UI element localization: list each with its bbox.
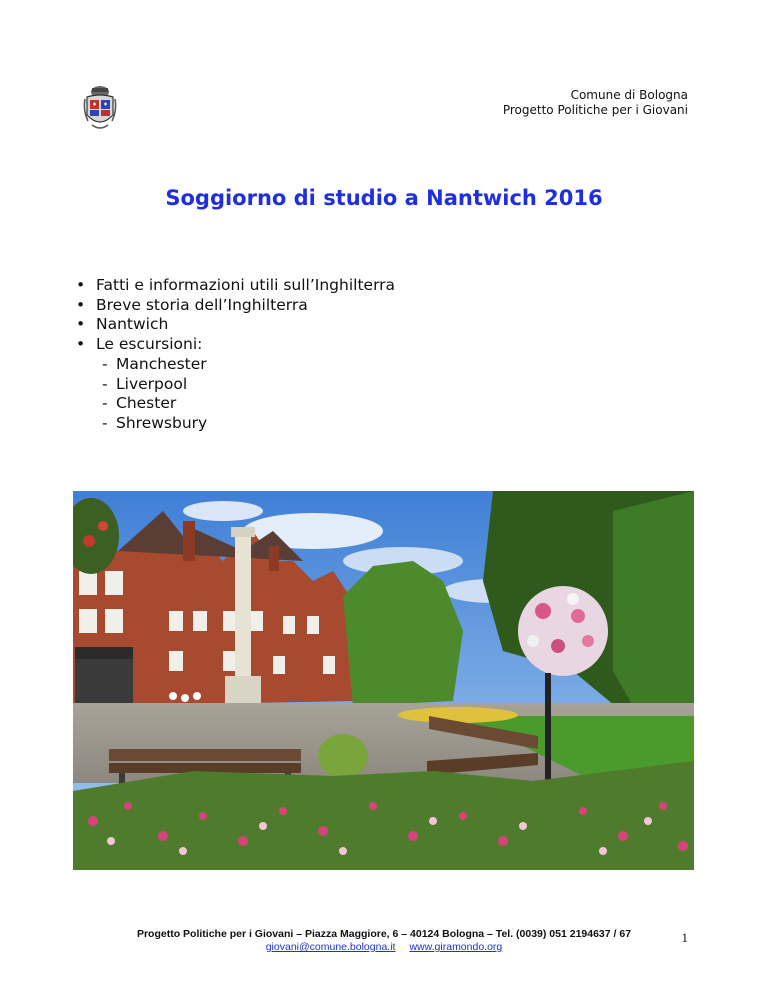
excursion-list [96, 355, 395, 434]
bullet-icon: • [76, 276, 86, 294]
list-item: • Fatti e informazioni utili sull’Inghilterra [76, 276, 396, 294]
city-crest-icon [82, 83, 118, 133]
footer-address: Progetto Politiche per i Giovani – Piazza Maggiore, 6 – 40124 Bologna – Tel. (0039) 051 2194637 / 67 [136, 928, 632, 940]
footer-email-link[interactable]: giovani@comune.bologna.it [265, 941, 396, 953]
page-title: Soggiorno di studio a Nantwich 2016 [165, 186, 603, 210]
page-footer [0, 928, 768, 954]
bullet-icon: • [76, 295, 86, 314]
excursion-item: - Shrewsbury [102, 413, 208, 432]
list-item: • Nantwich [76, 315, 169, 334]
excursion-item: - Manchester [102, 354, 207, 373]
page-number: 1 [681, 930, 688, 945]
bullet-icon: • [76, 315, 86, 334]
list-item: • Le escursioni: - Manchester - Liverpool - Chester - Shrewsbury [76, 335, 395, 434]
excursion-item: - Chester [102, 394, 177, 413]
excursion-item: - Liverpool [102, 374, 188, 393]
topic-list [76, 276, 395, 434]
organization-header [503, 88, 688, 118]
org-project: Progetto Politiche per i Giovani [502, 103, 688, 117]
nantwich-square-photo [73, 491, 694, 870]
footer-website-link[interactable]: www.giramondo.org [409, 941, 503, 953]
org-name: Comune di Bologna [570, 88, 688, 102]
bullet-icon: • [76, 335, 86, 354]
list-item: • Breve storia dell’Inghilterra [76, 295, 308, 314]
